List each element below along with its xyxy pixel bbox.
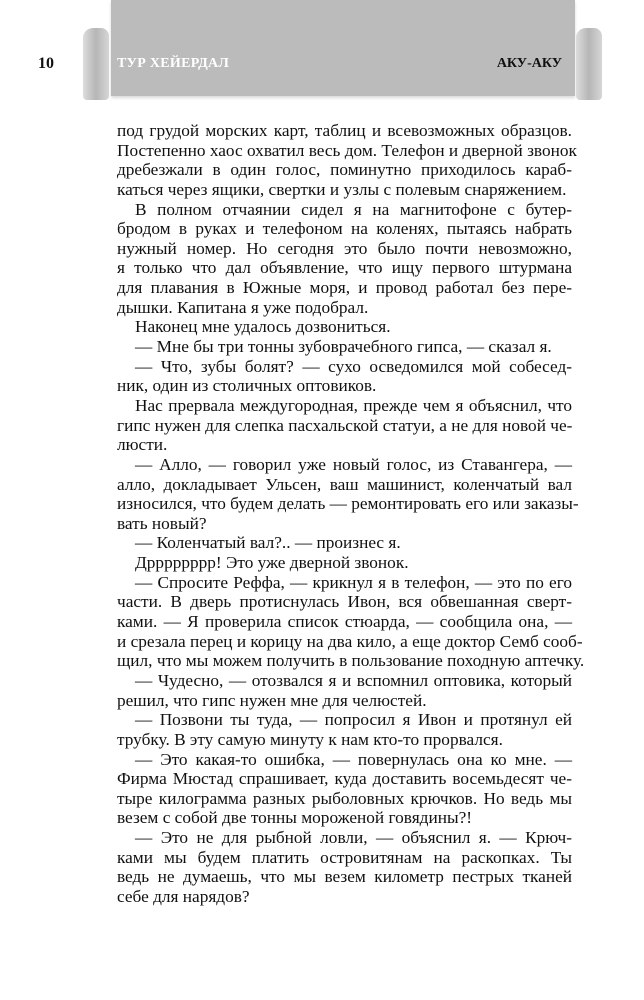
text-line: тыре килограмма разных рыболовных крючков. Но ведь мы (117, 788, 572, 808)
text-line: люсти. (117, 435, 168, 455)
text-line: — Мне бы три тонны зубоврачебного гипса, — сказал я. (135, 337, 552, 357)
moai-statue-icon (83, 28, 109, 100)
text-line: везем с собой две тонны мороженой говядины?! (117, 808, 472, 828)
text-line: и срезала перец и корицу на два кило, а еще доктор Семб сооб- (117, 631, 583, 651)
text-line: — Чудесно, — отозвался я и вспомнил оптовика, который (135, 670, 572, 690)
text-line: — Спросите Реффа, — крикнул я в телефон, — это по его (135, 572, 572, 592)
text-line: ками. — Я проверила список стюарда, — сообщила она, — (117, 612, 572, 632)
text-line: износился, что будем делать — ремонтировать его или заказы- (117, 494, 579, 514)
text-line: Постепенно хаос охватил весь дом. Телефон и дверной звонок (117, 140, 577, 160)
text-line: — Алло, — говорил уже новый голос, из Ставангера, — (135, 454, 572, 474)
body-text (117, 121, 585, 907)
text-line: под грудой морских карт, таблиц и всевозможных образцов. (117, 121, 572, 140)
text-line: бродом в руках и телефоном на коленях, пытаясь набрать (117, 219, 572, 239)
text-line: для плавания в Южные моря, и провод работал без пере- (117, 278, 572, 298)
text-line: — Это не для рыбной ловли, — объяснил я. — Крюч- (135, 828, 572, 848)
text-line: Нас прервала междугородная, прежде чем я объяснил, что (135, 395, 572, 415)
text-line: ведь не думаешь, что мы везем километр пестрых тканей (117, 867, 572, 887)
text-line: Фирма Мюстад спрашивает, куда доставить восемьдесят че- (117, 769, 572, 789)
text-line: ками мы будем платить островитянам на раскопках. Ты (117, 847, 572, 867)
text-line: — Позвони ты туда, — попросил я Ивон и протянул ей (135, 710, 572, 730)
text-line: решил, что гипс нужен мне для челюстей. (117, 690, 427, 710)
text-line: нужный номер. Но сегодня это было почти невозможно, (117, 238, 572, 258)
text-line: щил, что мы можем получить в пользование походную аптечку. (117, 651, 585, 671)
text-line: трубку. В эту самую минуту к нам кто-то прорвался. (117, 729, 503, 749)
text-line: Дрррррррр! Это уже дверной звонок. (135, 553, 409, 573)
header-book-title: АКУ-АКУ (496, 56, 562, 71)
text-line: дребезжали в один голос, поминутно приходилось караб- (117, 160, 572, 180)
text-line: — Коленчатый вал?.. — произнес я. (135, 533, 401, 553)
text-line: себе для нарядов? (117, 886, 250, 906)
text-line: — Что, зубы болят? — сухо осведомился мой собесед- (135, 356, 572, 376)
text-line: гипс нужен для слепка пасхальской статуи, а не для новой че- (117, 415, 573, 435)
text-line: части. В дверь протиснулась Ивон, вся обвешанная сверт- (117, 592, 572, 612)
text-line: В полном отчаянии сидел я на магнитофоне с бутер- (135, 199, 572, 219)
running-header-band (111, 0, 575, 96)
text-line: Наконец мне удалось дозвониться. (135, 317, 391, 337)
text-line: алло, докладывает Ульсен, ваш машинист, коленчатый вал (117, 474, 572, 494)
moai-statue-icon (576, 28, 602, 100)
page-number: 10 (38, 55, 54, 72)
text-line: каться через ящики, свертки и узлы с полевым снаряжением. (117, 179, 567, 199)
text-line: дышки. Капитана я уже подобрал. (117, 297, 369, 317)
text-line: — Это какая-то ошибка, — повернулась она ко мне. — (135, 749, 572, 769)
text-line: ник, один из столичных оптовиков. (117, 376, 377, 396)
header-author: ТУР ХЕЙЕРДАЛ (117, 56, 230, 71)
text-line: вать новый? (117, 513, 207, 533)
text-line: я только что дал объявление, что ищу первого штурмана (117, 258, 572, 278)
